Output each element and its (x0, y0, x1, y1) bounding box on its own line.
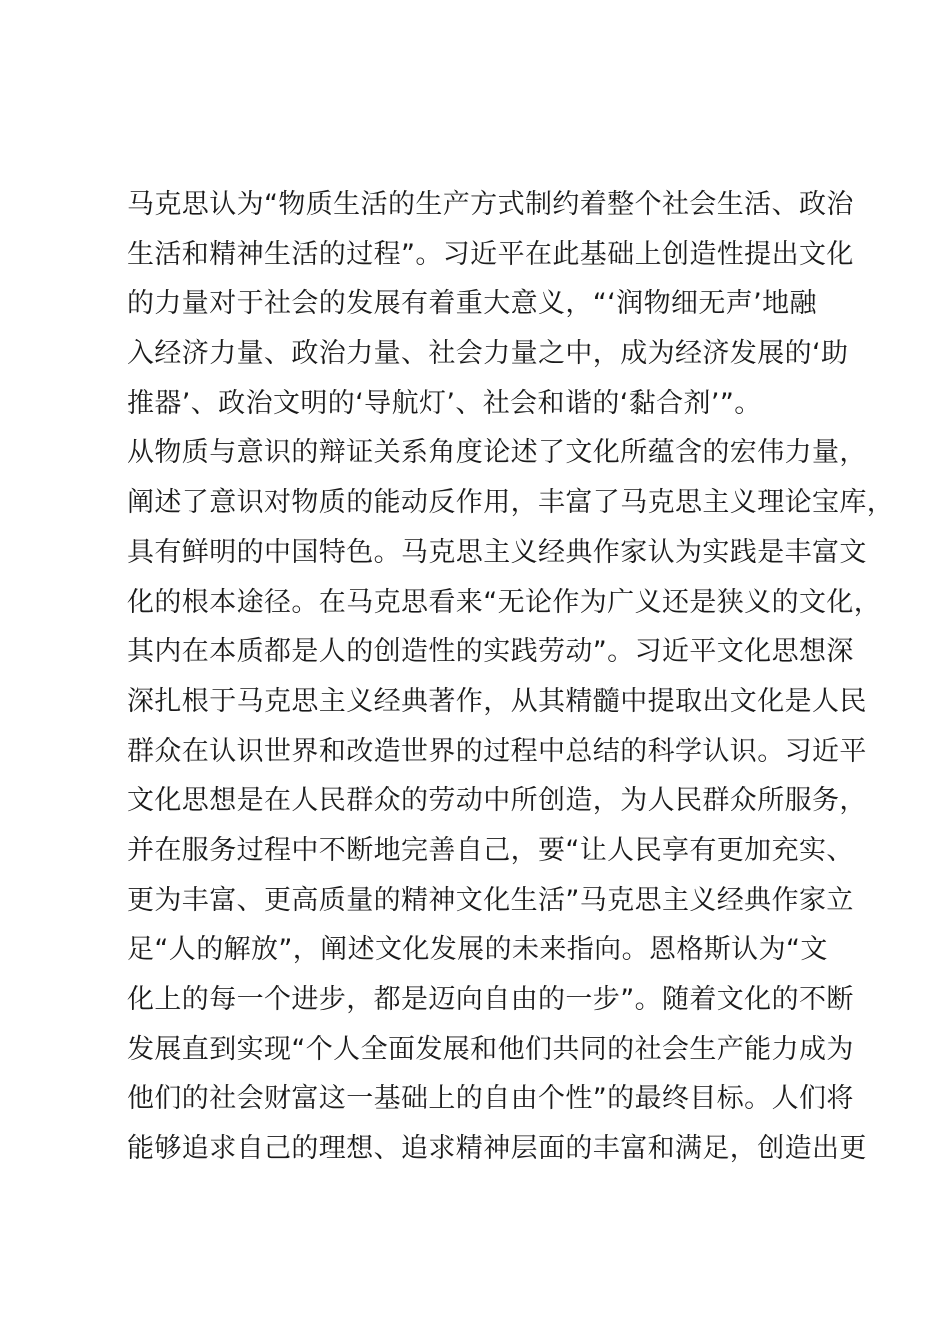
text-line: 具有鲜明的中国特色。马克思主义经典作家认为实践是丰富文 (127, 536, 867, 568)
text-line: 文化思想是在人民群众的劳动中所创造，为人民群众所服务， (127, 785, 867, 817)
text-line: 群众在认识世界和改造世界的过程中总结的科学认识。习近平 (127, 735, 867, 767)
text-line: 更为丰富、更高质量的精神文化生活”马克思主义经典作家立 (127, 884, 854, 916)
text-line: 能够追求自己的理想、追求精神层面的丰富和满足，创造出更 (127, 1133, 867, 1165)
text-line: 生活和精神生活的过程”。习近平在此基础上创造性提出文化 (127, 238, 854, 270)
text-line: 深扎根于马克思主义经典著作，从其精髓中提取出文化是人民 (127, 685, 867, 717)
text-line: 马克思认为“物质生活的生产方式制约着整个社会生活、政治 (127, 189, 854, 220)
text-line: 化的根本途径。在马克思看来“无论作为广义还是狭义的文化， (127, 586, 882, 618)
text-line: 并在服务过程中不断地完善自己，要“让人民享有更加充实、 (127, 834, 854, 866)
text-line: 阐述了意识对物质的能动反作用，丰富了马克思主义理论宝库， (127, 487, 895, 519)
body-paragraph (127, 180, 895, 1174)
text-line: 从物质与意识的辩证关系角度论述了文化所蕴含的宏伟力量， (127, 437, 867, 469)
text-line: 推器’、政治文明的‘导航灯’、社会和谐的‘黏合剂’”。 (127, 387, 762, 419)
text-line: 他们的社会财富这一基础上的自由个性”的最终目标。人们将 (127, 1083, 854, 1115)
text-line: 的力量对于社会的发展有着重大意义，“‘润物细无声’地融 (127, 288, 817, 320)
text-line: 足“人的解放”，阐述文化发展的未来指向。恩格斯认为“文 (127, 934, 828, 966)
text-line: 发展直到实现“个人全面发展和他们共同的社会生产能力成为 (127, 1033, 854, 1065)
text-line: 入经济力量、政治力量、社会力量之中，成为经济发展的‘助 (127, 338, 849, 370)
text-line: 化上的每一个进步，都是迈向自由的一步”。随着文化的不断 (127, 984, 854, 1015)
text-line: 其内在本质都是人的创造性的实践劳动”。习近平文化思想深 (127, 636, 854, 668)
